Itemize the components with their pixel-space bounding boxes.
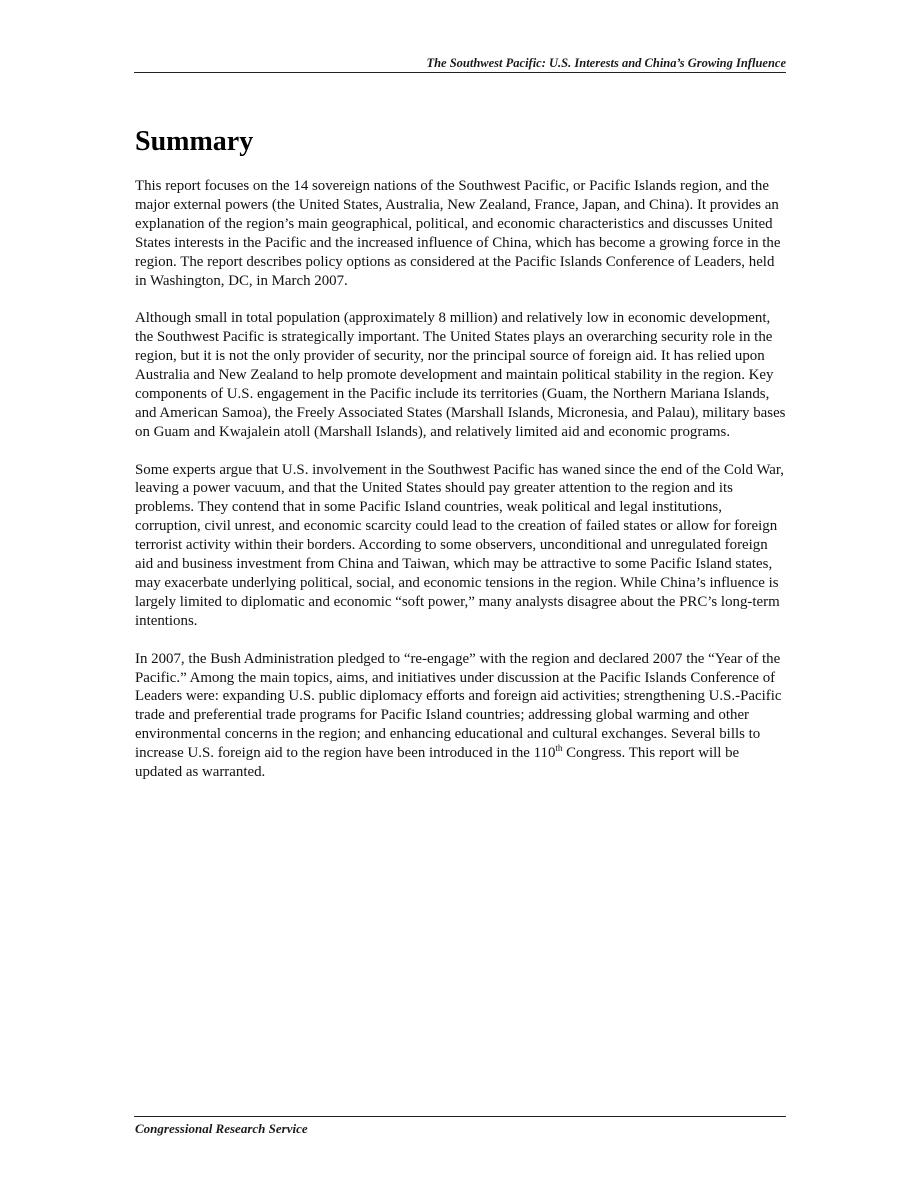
- running-header-title: The Southwest Pacific: U.S. Interests and China’s Growing Influence: [426, 56, 786, 70]
- paragraph-text-before-superscript: In 2007, the Bush Administration pledged to “re-engage” with the region and declared 2007 the “Year of the Pacific.” Among the main topics, aims, and initiatives under discussion at the Pacific Islands Conference of Leaders were: expanding U.S. public diplomacy efforts and foreign aid activities; strengthening U.S.-Pacific trade and preferential trade programs for Pacific Island countries; addressing global warming and other environmental concerns in the region; and enhancing educational and cultural exchanges. Several bills to increase U.S. foreign aid to the region have been introduced in the 110: [135, 650, 782, 762]
- paragraph-text-after-superscript: Congress. This report will be updated as warranted.: [135, 745, 740, 781]
- paragraph-strategic-importance: Although small in total population (approximately 8 million) and relatively low in economic development, the Southwest Pacific is strategically important. The United States plays an overarching security role in the region, but it is not the only provider of security, nor the principal source of foreign aid. It has relied upon Australia and New Zealand to help promote development and maintain political stability in the region. Key components of U.S. engagement in the Pacific include its territories (Guam, the Northern Mariana Islands, and American Samoa), the Freely Associated States (Marshall Islands, Micronesia, and Palau), military bases on Guam and Kwajalein atoll (Marshall Islands), and relatively limited aid and economic programs.: [135, 310, 786, 440]
- paragraph-expert-views: Some experts argue that U.S. involvement in the Southwest Pacific has waned since the end of the Cold War, leaving a power vacuum, and that the United States should pay greater attention to the region and its problems. They contend that in some Pacific Island countries, weak political and legal institutions, corruption, civil unrest, and economic scarcity could lead to the creation of failed states or allow for foreign terrorist activity within their borders. According to some observers, unconditional and unregulated foreign aid and business investment from China and Taiwan, which may be attractive to some Pacific Island states, may exacerbate underlying political, social, and economic tensions in the region. While China’s influence is largely limited to diplomatic and economic “soft power,” many analysts disagree about the PRC’s long-term intentions.: [135, 461, 784, 629]
- summary-body: [135, 177, 786, 801]
- paragraph-bush-administration: [135, 650, 786, 782]
- header-divider: [134, 72, 786, 73]
- ordinal-superscript: th: [555, 743, 563, 754]
- footer-organization: Congressional Research Service: [135, 1121, 308, 1136]
- footer-divider: [134, 1116, 786, 1117]
- page-title: Summary: [135, 126, 254, 157]
- paragraph-overview: This report focuses on the 14 sovereign nations of the Southwest Pacific, or Pacific Islands region, and the major external powers (the United States, Australia, New Zealand, France, Japan, and China). It provides an explanation of the region’s main geographical, political, and economic characteristics and discusses United States interests in the Pacific and the increased influence of China, which has become a growing force in the region. The report describes policy options as considered at the Pacific Islands Conference of Leaders, held in Washington, DC, in March 2007.: [135, 178, 781, 289]
